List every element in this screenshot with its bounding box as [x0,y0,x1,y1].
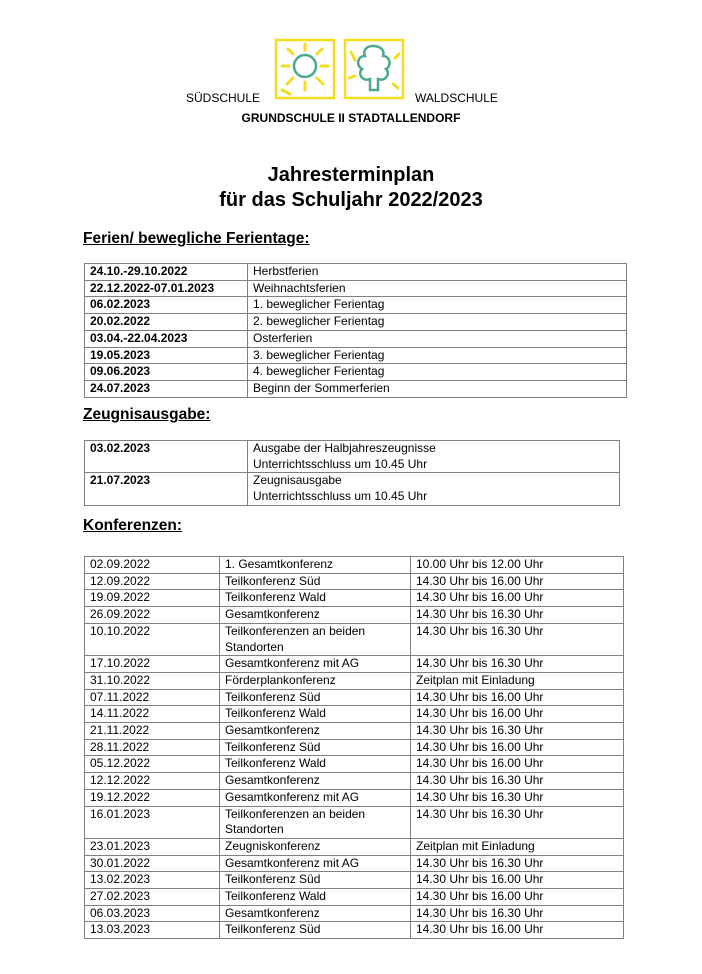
school-name-forest: WALDSCHULE [415,91,498,105]
conference-type [220,656,411,673]
conference-type-line1: Gesamtkonferenz mit AG [225,789,360,804]
conference-type-line1: Gesamtkonferenz [225,607,320,622]
report-description [248,441,620,473]
conference-date: 12.12.2022 [85,773,220,790]
table-row [85,264,627,281]
school-header [0,38,702,128]
holiday-date: 20.02.2022 [85,314,248,331]
holiday-date: 19.05.2023 [85,347,248,364]
conference-type [220,557,411,574]
conference-time: Zeitplan mit Einladung [411,672,624,689]
conference-time: 14.30 Uhr bis 16.30 Uhr [411,773,624,790]
conference-type-line2: Standorten [225,639,284,654]
conference-type-line1: Teilkonferenzen an beiden [225,806,366,821]
conference-date: 30.01.2022 [85,855,220,872]
table-row [85,623,624,655]
conference-date: 27.02.2023 [85,889,220,906]
conference-time: 14.30 Uhr bis 16.00 Uhr [411,706,624,723]
conference-type-line2: Standorten [225,822,284,837]
conferences-table [84,556,624,939]
conference-type-line1: Zeugniskonferenz [225,838,321,853]
conference-date: 12.09.2022 [85,573,220,590]
conference-date: 16.01.2023 [85,806,220,838]
conference-time: 14.30 Uhr bis 16.30 Uhr [411,855,624,872]
conference-type [220,607,411,624]
conference-date: 31.10.2022 [85,672,220,689]
report-description-line2: Unterrichtsschluss um 10.45 Uhr [253,489,428,504]
tree-icon [343,38,405,100]
page-title [0,163,702,213]
conference-time: 14.30 Uhr bis 16.00 Uhr [411,756,624,773]
conference-type-line1: 1. Gesamtkonferenz [225,557,334,571]
holiday-description: 1. beweglicher Ferientag [248,297,627,314]
conference-type [220,756,411,773]
table-row [85,889,624,906]
table-row [85,922,624,939]
conference-date: 28.11.2022 [85,739,220,756]
holiday-date: 06.02.2023 [85,297,248,314]
table-row [85,280,627,297]
sun-icon [274,38,336,100]
holiday-description: Weihnachtsferien [248,280,627,297]
conference-time: 14.30 Uhr bis 16.30 Uhr [411,723,624,740]
conference-time: 14.30 Uhr bis 16.30 Uhr [411,656,624,673]
conference-type [220,838,411,855]
conference-type [220,672,411,689]
conference-date: 26.09.2022 [85,607,220,624]
table-row [85,330,627,347]
report-description [248,473,620,505]
conference-type-line1: Teilkonferenz Süd [225,739,321,754]
conference-time: 14.30 Uhr bis 16.30 Uhr [411,623,624,655]
conference-date: 17.10.2022 [85,656,220,673]
report-description-line2: Unterrichtsschluss um 10.45 Uhr [253,456,428,471]
conference-date: 07.11.2022 [85,689,220,706]
table-row [85,905,624,922]
conference-type-line1: Gesamtkonferenz [225,905,320,920]
conference-type [220,773,411,790]
conference-time: 14.30 Uhr bis 16.00 Uhr [411,573,624,590]
title-line-1: Jahresterminplan [267,164,435,186]
conference-type-line1: Teilkonferenz Wald [225,706,326,721]
table-row [85,723,624,740]
school-name-south: SÜDSCHULE [186,91,261,105]
report-description-line1: Zeugnisausgabe [253,473,342,488]
conference-date: 10.10.2022 [85,623,220,655]
table-row [85,573,624,590]
conference-date: 14.11.2022 [85,706,220,723]
table-row [85,314,627,331]
conference-type [220,806,411,838]
conferences-heading: Konferenzen: [83,517,183,534]
table-row [85,789,624,806]
conference-type [220,789,411,806]
conference-date: 05.12.2022 [85,756,220,773]
conference-time: 14.30 Uhr bis 16.00 Uhr [411,689,624,706]
conference-date: 06.03.2023 [85,905,220,922]
school-name-main: GRUNDSCHULE II STADTALLENDORF [241,111,461,125]
table-row [85,607,624,624]
conference-type [220,573,411,590]
report-description-line1: Ausgabe der Halbjahreszeugnisse [253,441,436,455]
table-row [85,297,627,314]
conference-type [220,872,411,889]
holiday-date: 09.06.2023 [85,364,248,381]
conference-type-line1: Gesamtkonferenz mit AG [225,656,360,671]
table-row [85,364,627,381]
report-date: 03.02.2023 [85,441,248,473]
table-row [85,706,624,723]
conference-type [220,739,411,756]
table-row [85,473,620,505]
holiday-description: 3. beweglicher Ferientag [248,347,627,364]
holiday-date: 24.07.2023 [85,380,248,397]
holiday-description: 2. beweglicher Ferientag [248,314,627,331]
table-row [85,739,624,756]
table-row [85,656,624,673]
conference-type-line1: Teilkonferenz Süd [225,922,321,937]
conference-type [220,855,411,872]
table-row [85,855,624,872]
conference-type-line1: Gesamtkonferenz [225,723,320,738]
holiday-description: 4. beweglicher Ferientag [248,364,627,381]
conference-time: 14.30 Uhr bis 16.00 Uhr [411,739,624,756]
conference-time: 10.00 Uhr bis 12.00 Uhr [411,557,624,574]
holiday-date: 22.12.2022-07.01.2023 [85,280,248,297]
conference-type-line1: Gesamtkonferenz mit AG [225,855,360,870]
conference-time: 14.30 Uhr bis 16.30 Uhr [411,806,624,838]
conference-date: 19.09.2022 [85,590,220,607]
holiday-date: 24.10.-29.10.2022 [85,264,248,281]
table-row [85,672,624,689]
conference-time: 14.30 Uhr bis 16.00 Uhr [411,889,624,906]
conference-type-line1: Teilkonferenz Wald [225,889,326,904]
conference-time: 14.30 Uhr bis 16.00 Uhr [411,922,624,939]
report-date: 21.07.2023 [85,473,248,505]
conference-date: 23.01.2023 [85,838,220,855]
table-row [85,838,624,855]
conference-date: 13.02.2023 [85,872,220,889]
conference-time: Zeitplan mit Einladung [411,838,624,855]
title-line-2: für das Schuljahr 2022/2023 [219,189,483,211]
table-row [85,872,624,889]
conference-time: 14.30 Uhr bis 16.30 Uhr [411,607,624,624]
table-row [85,689,624,706]
holiday-description: Beginn der Sommerferien [248,380,627,397]
conference-time: 14.30 Uhr bis 16.30 Uhr [411,905,624,922]
conference-type-line1: Teilkonferenzen an beiden [225,623,366,638]
table-row [85,347,627,364]
conference-type [220,905,411,922]
table-row [85,441,620,473]
conference-time: 14.30 Uhr bis 16.30 Uhr [411,789,624,806]
conference-type-line1: Teilkonferenz Süd [225,872,321,887]
conference-date: 21.11.2022 [85,723,220,740]
conference-type [220,889,411,906]
table-row [85,773,624,790]
conference-type [220,689,411,706]
conference-type-line1: Gesamtkonferenz [225,773,320,788]
conference-type [220,706,411,723]
conference-date: 02.09.2022 [85,557,220,574]
holidays-heading: Ferien/ bewegliche Ferientage: [83,230,310,247]
table-row [85,557,624,574]
conference-date: 19.12.2022 [85,789,220,806]
reports-table [84,440,620,506]
table-row [85,806,624,838]
holiday-date: 03.04.-22.04.2023 [85,330,248,347]
conference-type-line1: Teilkonferenz Wald [225,756,326,771]
conference-type-line1: Teilkonferenz Süd [225,689,321,704]
table-row [85,590,624,607]
holiday-description: Osterferien [248,330,627,347]
conference-type [220,590,411,607]
conference-type [220,723,411,740]
conference-time: 14.30 Uhr bis 16.00 Uhr [411,590,624,607]
conference-type [220,922,411,939]
table-row [85,380,627,397]
conference-date: 13.03.2023 [85,922,220,939]
conference-type [220,623,411,655]
conference-type-line1: Förderplankonferenz [225,672,336,687]
table-row [85,756,624,773]
holidays-table [84,263,627,398]
conference-type-line1: Teilkonferenz Wald [225,590,326,605]
holiday-description: Herbstferien [248,264,627,281]
conference-time: 14.30 Uhr bis 16.00 Uhr [411,872,624,889]
conference-type-line1: Teilkonferenz Süd [225,573,321,588]
reports-heading: Zeugnisausgabe: [83,406,211,423]
